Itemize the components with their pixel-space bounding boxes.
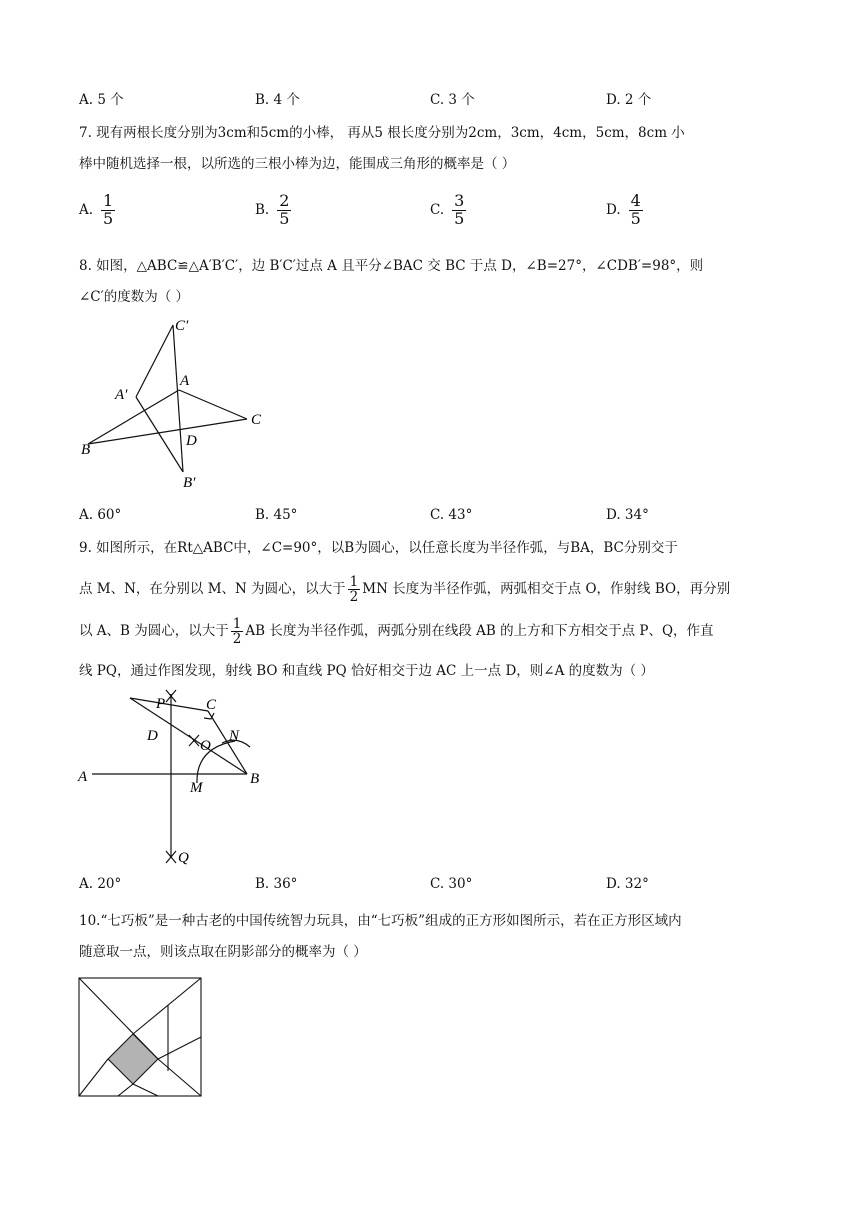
q8-triangle-figure xyxy=(75,312,285,497)
label-o: O xyxy=(200,738,211,754)
label-c-prime: C′ xyxy=(175,318,189,334)
q9-line3-pre: 以 A、B 为圆心，以大于 xyxy=(79,623,229,639)
q6-option-c: C. 3 个 xyxy=(430,92,475,108)
q10-text-line1: 10.“七巧板”是一种古老的中国传统智力玩具，由“七巧板”组成的正方形如图所示，若在正方形区域内 xyxy=(79,913,682,929)
q9-line3-post: AB 长度为半径作弧，两弧分别在线段 AB 的上方和下方相交于点 P、Q，作直 xyxy=(245,623,714,639)
q6-option-a: A. 5 个 xyxy=(79,92,124,108)
q9-line2-pre: 点 M、N，在分别以 M、N 为圆心，以大于 xyxy=(79,581,346,597)
q9-option-d: D. 32° xyxy=(606,876,649,892)
label-a: A xyxy=(78,769,88,785)
q6-option-d: D. 2 个 xyxy=(606,92,652,108)
option-label: C. xyxy=(430,202,445,219)
q8-option-a: A. 60° xyxy=(79,507,122,523)
q7-option-d xyxy=(606,193,645,228)
option-label: A. xyxy=(79,202,94,219)
label-m: M xyxy=(190,780,203,796)
q9-option-a: A. 20° xyxy=(79,876,122,892)
shaded-square xyxy=(108,1034,158,1084)
label-a: A xyxy=(180,373,190,389)
q9-line2-post: MN 长度为半径作弧，两弧相交于点 O，作射线 BO，再分别 xyxy=(362,581,731,597)
fraction-half: $\frac{1}{2}$ xyxy=(349,573,359,605)
label-n: N xyxy=(229,728,240,744)
q8-option-d: D. 34° xyxy=(606,507,649,523)
q9-text-line2 xyxy=(79,568,730,610)
q7-option-a xyxy=(79,193,117,228)
label-a-prime: A′ xyxy=(115,387,128,403)
label-d: D xyxy=(186,433,197,449)
label-q: Q xyxy=(178,850,189,866)
fraction-half: $\frac{1}{2}$ xyxy=(232,615,242,647)
q9-text-line4: 线 PQ，通过作图发现，射线 BO 和直线 PQ 恰好相交于边 AC 上一点 D，则∠A 的度数为（ ） xyxy=(79,663,654,679)
q7-option-c xyxy=(430,193,468,228)
label-c: C xyxy=(206,697,217,713)
label-c: C xyxy=(251,412,262,428)
q8-text-line1: 8. 如图，△ABC≌△A′B′C′，边 B′C′过点 A 且平分∠BAC 交 BC 于点 D，∠B=27°，∠CDB′=98°，则 xyxy=(79,258,704,274)
q9-text-line1: 9. 如图所示，在Rt△ABC中，∠C=90°，以B为圆心，以任意长度为半径作弧，与BA，BC分别交于 xyxy=(79,540,678,556)
q9-option-b: B. 36° xyxy=(255,876,298,892)
q10-text-line2: 随意取一点，则该点取在阴影部分的概率为（ ） xyxy=(79,944,367,960)
q9-construction-figure xyxy=(70,688,280,873)
q7-option-b xyxy=(255,193,293,228)
label-b: B xyxy=(81,442,91,458)
q9-text-line3 xyxy=(79,610,714,652)
fraction: $\frac{2}{5}$ xyxy=(279,191,290,228)
q10-tangram-figure xyxy=(78,977,204,1099)
q8-option-c: C. 43° xyxy=(430,507,473,523)
label-b-prime: B′ xyxy=(183,475,196,491)
q7-text-line2: 棒中随机选择一根，以所选的三根小棒为边，能围成三角形的概率是（ ） xyxy=(79,156,516,172)
fraction: $\frac{3}{5}$ xyxy=(454,191,465,228)
fraction: $\frac{1}{5}$ xyxy=(103,191,114,228)
label-d: D xyxy=(147,728,158,744)
q8-text-line2: ∠C′的度数为（ ） xyxy=(79,289,189,305)
q9-option-c: C. 30° xyxy=(430,876,473,892)
q8-option-b: B. 45° xyxy=(255,507,298,523)
option-label: D. xyxy=(606,202,621,219)
label-b: B xyxy=(250,771,260,787)
fraction: $\frac{4}{5}$ xyxy=(630,191,641,228)
label-p: P xyxy=(156,696,166,712)
option-label: B. xyxy=(255,202,270,219)
q7-text-line1: 7. 现有两根长度分别为3cm和5cm的小棒， 再从5 根长度分别为2cm，3cm，4cm，5cm，8cm 小 xyxy=(79,125,685,141)
q6-option-b: B. 4 个 xyxy=(255,92,300,108)
